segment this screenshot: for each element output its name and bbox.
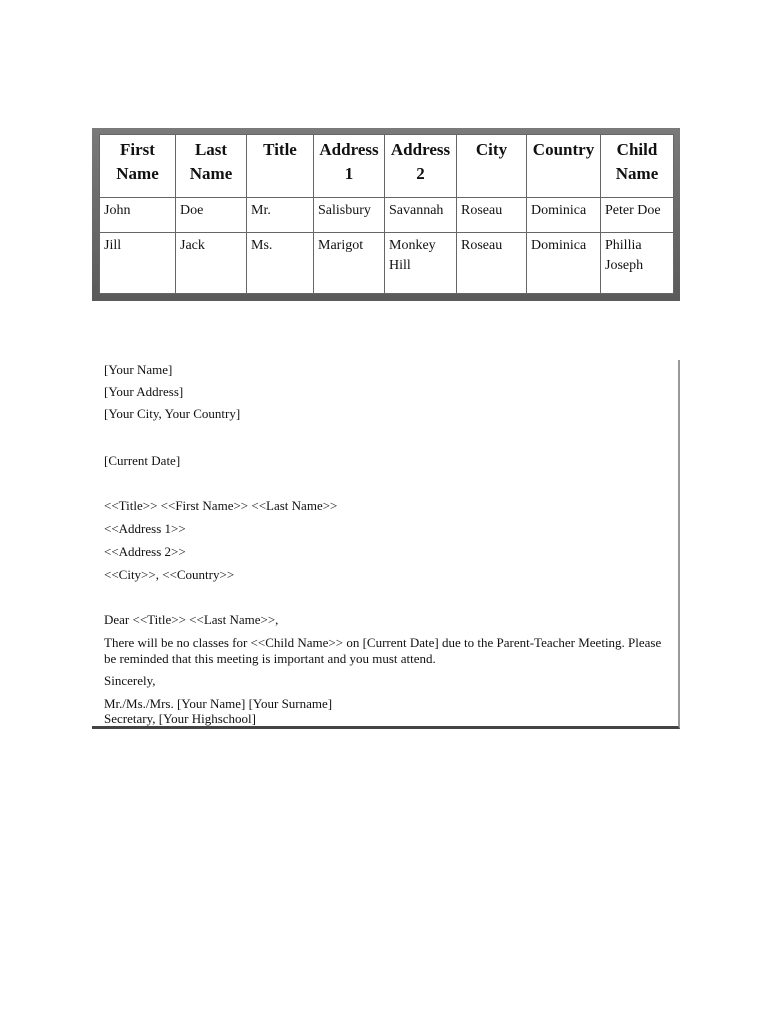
table-cell: Roseau — [457, 198, 527, 233]
table-cell: Jack — [176, 233, 247, 294]
table-cell: Jill — [100, 233, 176, 294]
table-container — [99, 134, 673, 294]
table-header-row — [100, 135, 674, 198]
recipient-address-1: <<Address 1>> — [104, 521, 186, 536]
signature-name: Mr./Ms./Mrs. [Your Name] [Your Surname] — [104, 696, 333, 711]
recipient-city-country: <<City>>, <<Country>> — [104, 567, 235, 582]
recipient-address-2: <<Address 2>> — [104, 544, 186, 559]
sender-address: [Your Address] — [104, 384, 184, 399]
letter-template-image — [92, 360, 680, 729]
table-row — [100, 233, 674, 294]
table-cell: Dominica — [527, 198, 601, 233]
header-country: Country — [527, 135, 601, 198]
salutation: Dear <<Title>> <<Last Name>>, — [104, 612, 279, 627]
table-cell: Mr. — [247, 198, 314, 233]
table-row — [100, 198, 674, 233]
letter-body: There will be no classes for <<Child Name>> on [Current Date] due to the Parent-Teacher Meeting. Please be reminded that this meeting is important and you must attend. — [104, 635, 662, 666]
sender-city-country: [Your City, Your Country] — [104, 406, 241, 421]
header-address-1: Address 1 — [314, 135, 385, 198]
recipient-name: <<Title>> <<First Name>> <<Last Name>> — [104, 498, 338, 513]
header-address-2: Address 2 — [385, 135, 457, 198]
closing: Sincerely, — [104, 673, 156, 688]
header-child-name: Child Name — [601, 135, 674, 198]
header-last-name: Last Name — [176, 135, 247, 198]
table-cell: Dominica — [527, 233, 601, 294]
table-cell: Roseau — [457, 233, 527, 294]
mail-merge-table-image — [92, 128, 680, 301]
table-cell: Marigot — [314, 233, 385, 294]
table-cell: Ms. — [247, 233, 314, 294]
sender-name: [Your Name] — [104, 362, 173, 377]
table-cell: Savannah — [385, 198, 457, 233]
header-first-name: First Name — [100, 135, 176, 198]
letter-date: [Current Date] — [104, 453, 181, 468]
table-cell: Doe — [176, 198, 247, 233]
header-city: City — [457, 135, 527, 198]
table-cell: Phillia Joseph — [601, 233, 674, 294]
header-title: Title — [247, 135, 314, 198]
table-cell: Salisbury — [314, 198, 385, 233]
signature-title: Secretary, [Your Highschool] — [104, 711, 257, 726]
mail-merge-data-table — [99, 134, 674, 294]
table-cell: Monkey Hill — [385, 233, 457, 294]
table-cell: John — [100, 198, 176, 233]
table-cell: Peter Doe — [601, 198, 674, 233]
